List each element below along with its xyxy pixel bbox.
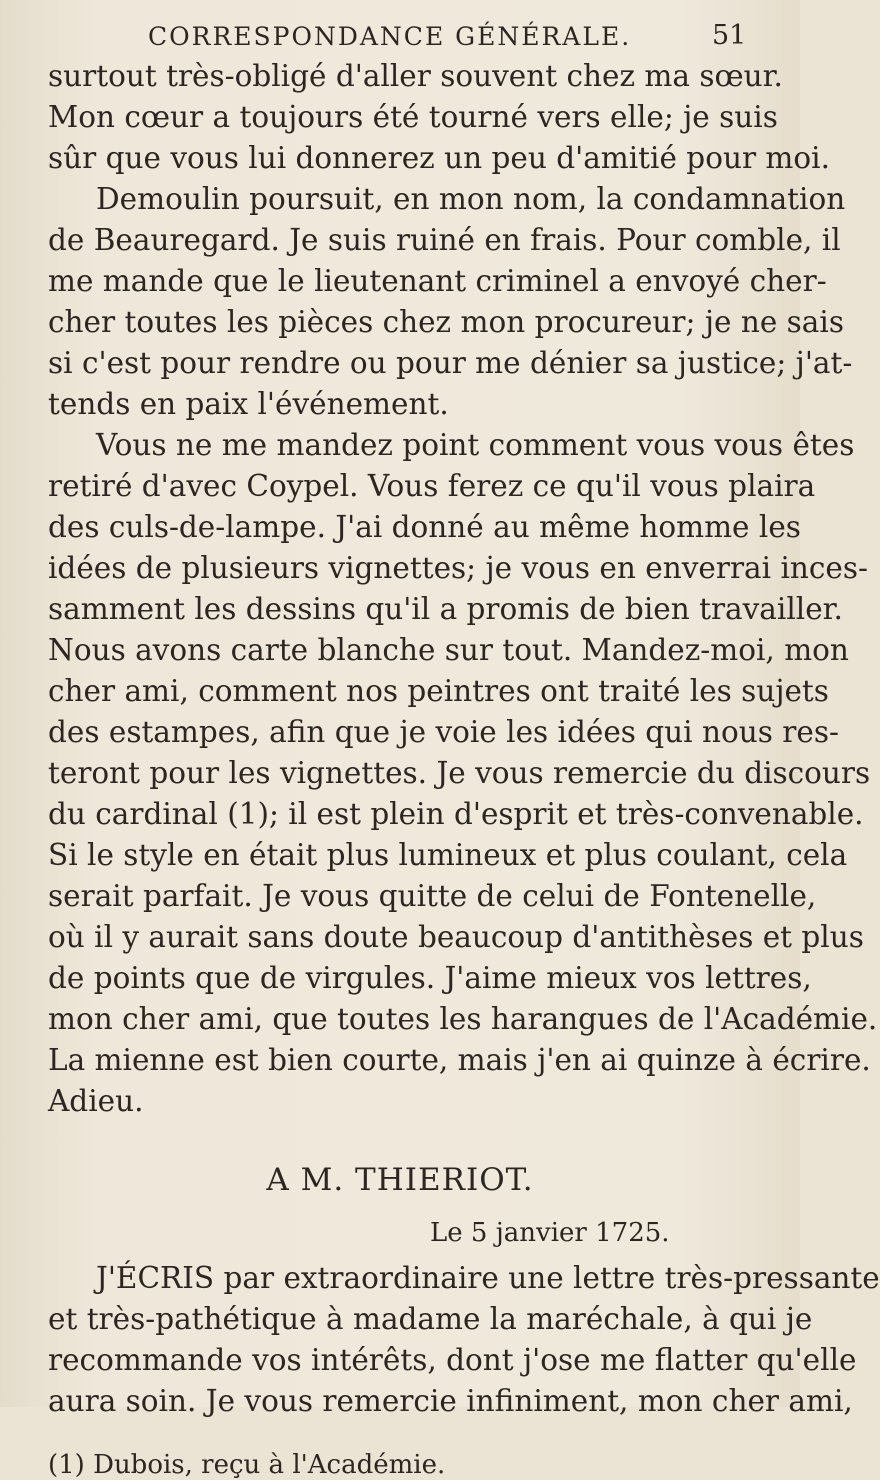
text-line: serait parfait. Je vous quitte de celui de Fontenelle, bbox=[48, 879, 817, 913]
text-line: retiré d'avec Coypel. Vous ferez ce qu'il vous plaira bbox=[48, 469, 816, 503]
text-line: teront pour les vignettes. Je vous remercie du discours bbox=[48, 756, 871, 790]
text-line: aura soin. Je vous remercie infiniment, mon cher ami, bbox=[48, 1384, 853, 1418]
letter-date: Le 5 janvier 1725. bbox=[430, 1218, 670, 1248]
text-line: des culs-de-lampe. J'ai donné au même homme les bbox=[48, 510, 801, 544]
text-line: tends en paix l'événement. bbox=[48, 387, 449, 421]
text-line: si c'est pour rendre ou pour me dénier sa justice; j'at- bbox=[48, 346, 853, 380]
text-line: cher toutes les pièces chez mon procureur; je ne sais bbox=[48, 305, 844, 339]
footnote: (1) Dubois, reçu à l'Académie. bbox=[48, 1450, 446, 1480]
text-line: Vous ne me mandez point comment vous vous êtes bbox=[96, 428, 855, 462]
text-line: samment les dessins qu'il a promis de bien travailler. bbox=[48, 592, 843, 626]
text-line: Adieu. bbox=[48, 1084, 144, 1118]
text-line: surtout très-obligé d'aller souvent chez ma sœur. bbox=[48, 59, 783, 93]
text-line: Demoulin poursuit, en mon nom, la condamnation bbox=[96, 182, 846, 216]
text-line: mon cher ami, que toutes les harangues de l'Académie. bbox=[48, 1002, 878, 1036]
text-line: Mon cœur a toujours été tourné vers elle; je suis bbox=[48, 100, 778, 134]
text-line: des estampes, afin que je voie les idées qui nous res- bbox=[48, 715, 839, 749]
text-line: La mienne est bien courte, mais j'en ai quinze à écrire. bbox=[48, 1043, 871, 1077]
text-line: cher ami, comment nos peintres ont traité les sujets bbox=[48, 674, 829, 708]
text-line: de Beauregard. Je suis ruiné en frais. Pour comble, il bbox=[48, 223, 841, 257]
text-line: me mande que le lieutenant criminel a envoyé cher- bbox=[48, 264, 827, 298]
text-line: Si le style en était plus lumineux et plus coulant, cela bbox=[48, 838, 848, 872]
text-line: J'ÉCRIS par extraordinaire une lettre très-pressante bbox=[96, 1261, 880, 1295]
running-head bbox=[0, 18, 800, 58]
text-line: et très-pathétique à madame la maréchale, à qui je bbox=[48, 1302, 813, 1336]
text-line: où il y aurait sans doute beaucoup d'antithèses et plus bbox=[48, 920, 864, 954]
page-number: 51 bbox=[712, 20, 747, 51]
running-title: CORRESPONDANCE GÉNÉRALE. bbox=[148, 22, 632, 51]
text-line: sûr que vous lui donnerez un peu d'amitié pour moi. bbox=[48, 141, 830, 175]
text-line: du cardinal (1); il est plein d'esprit et très-convenable. bbox=[48, 797, 864, 831]
text-line: recommande vos intérêts, dont j'ose me flatter qu'elle bbox=[48, 1343, 857, 1377]
text-line: idées de plusieurs vignettes; je vous en enverrai inces- bbox=[48, 551, 868, 585]
text-line: Nous avons carte blanche sur tout. Mandez-moi, mon bbox=[48, 633, 849, 667]
text-line: de points que de virgules. J'aime mieux vos lettres, bbox=[48, 961, 812, 995]
letter-heading: A M. THIERIOT. bbox=[266, 1162, 534, 1198]
